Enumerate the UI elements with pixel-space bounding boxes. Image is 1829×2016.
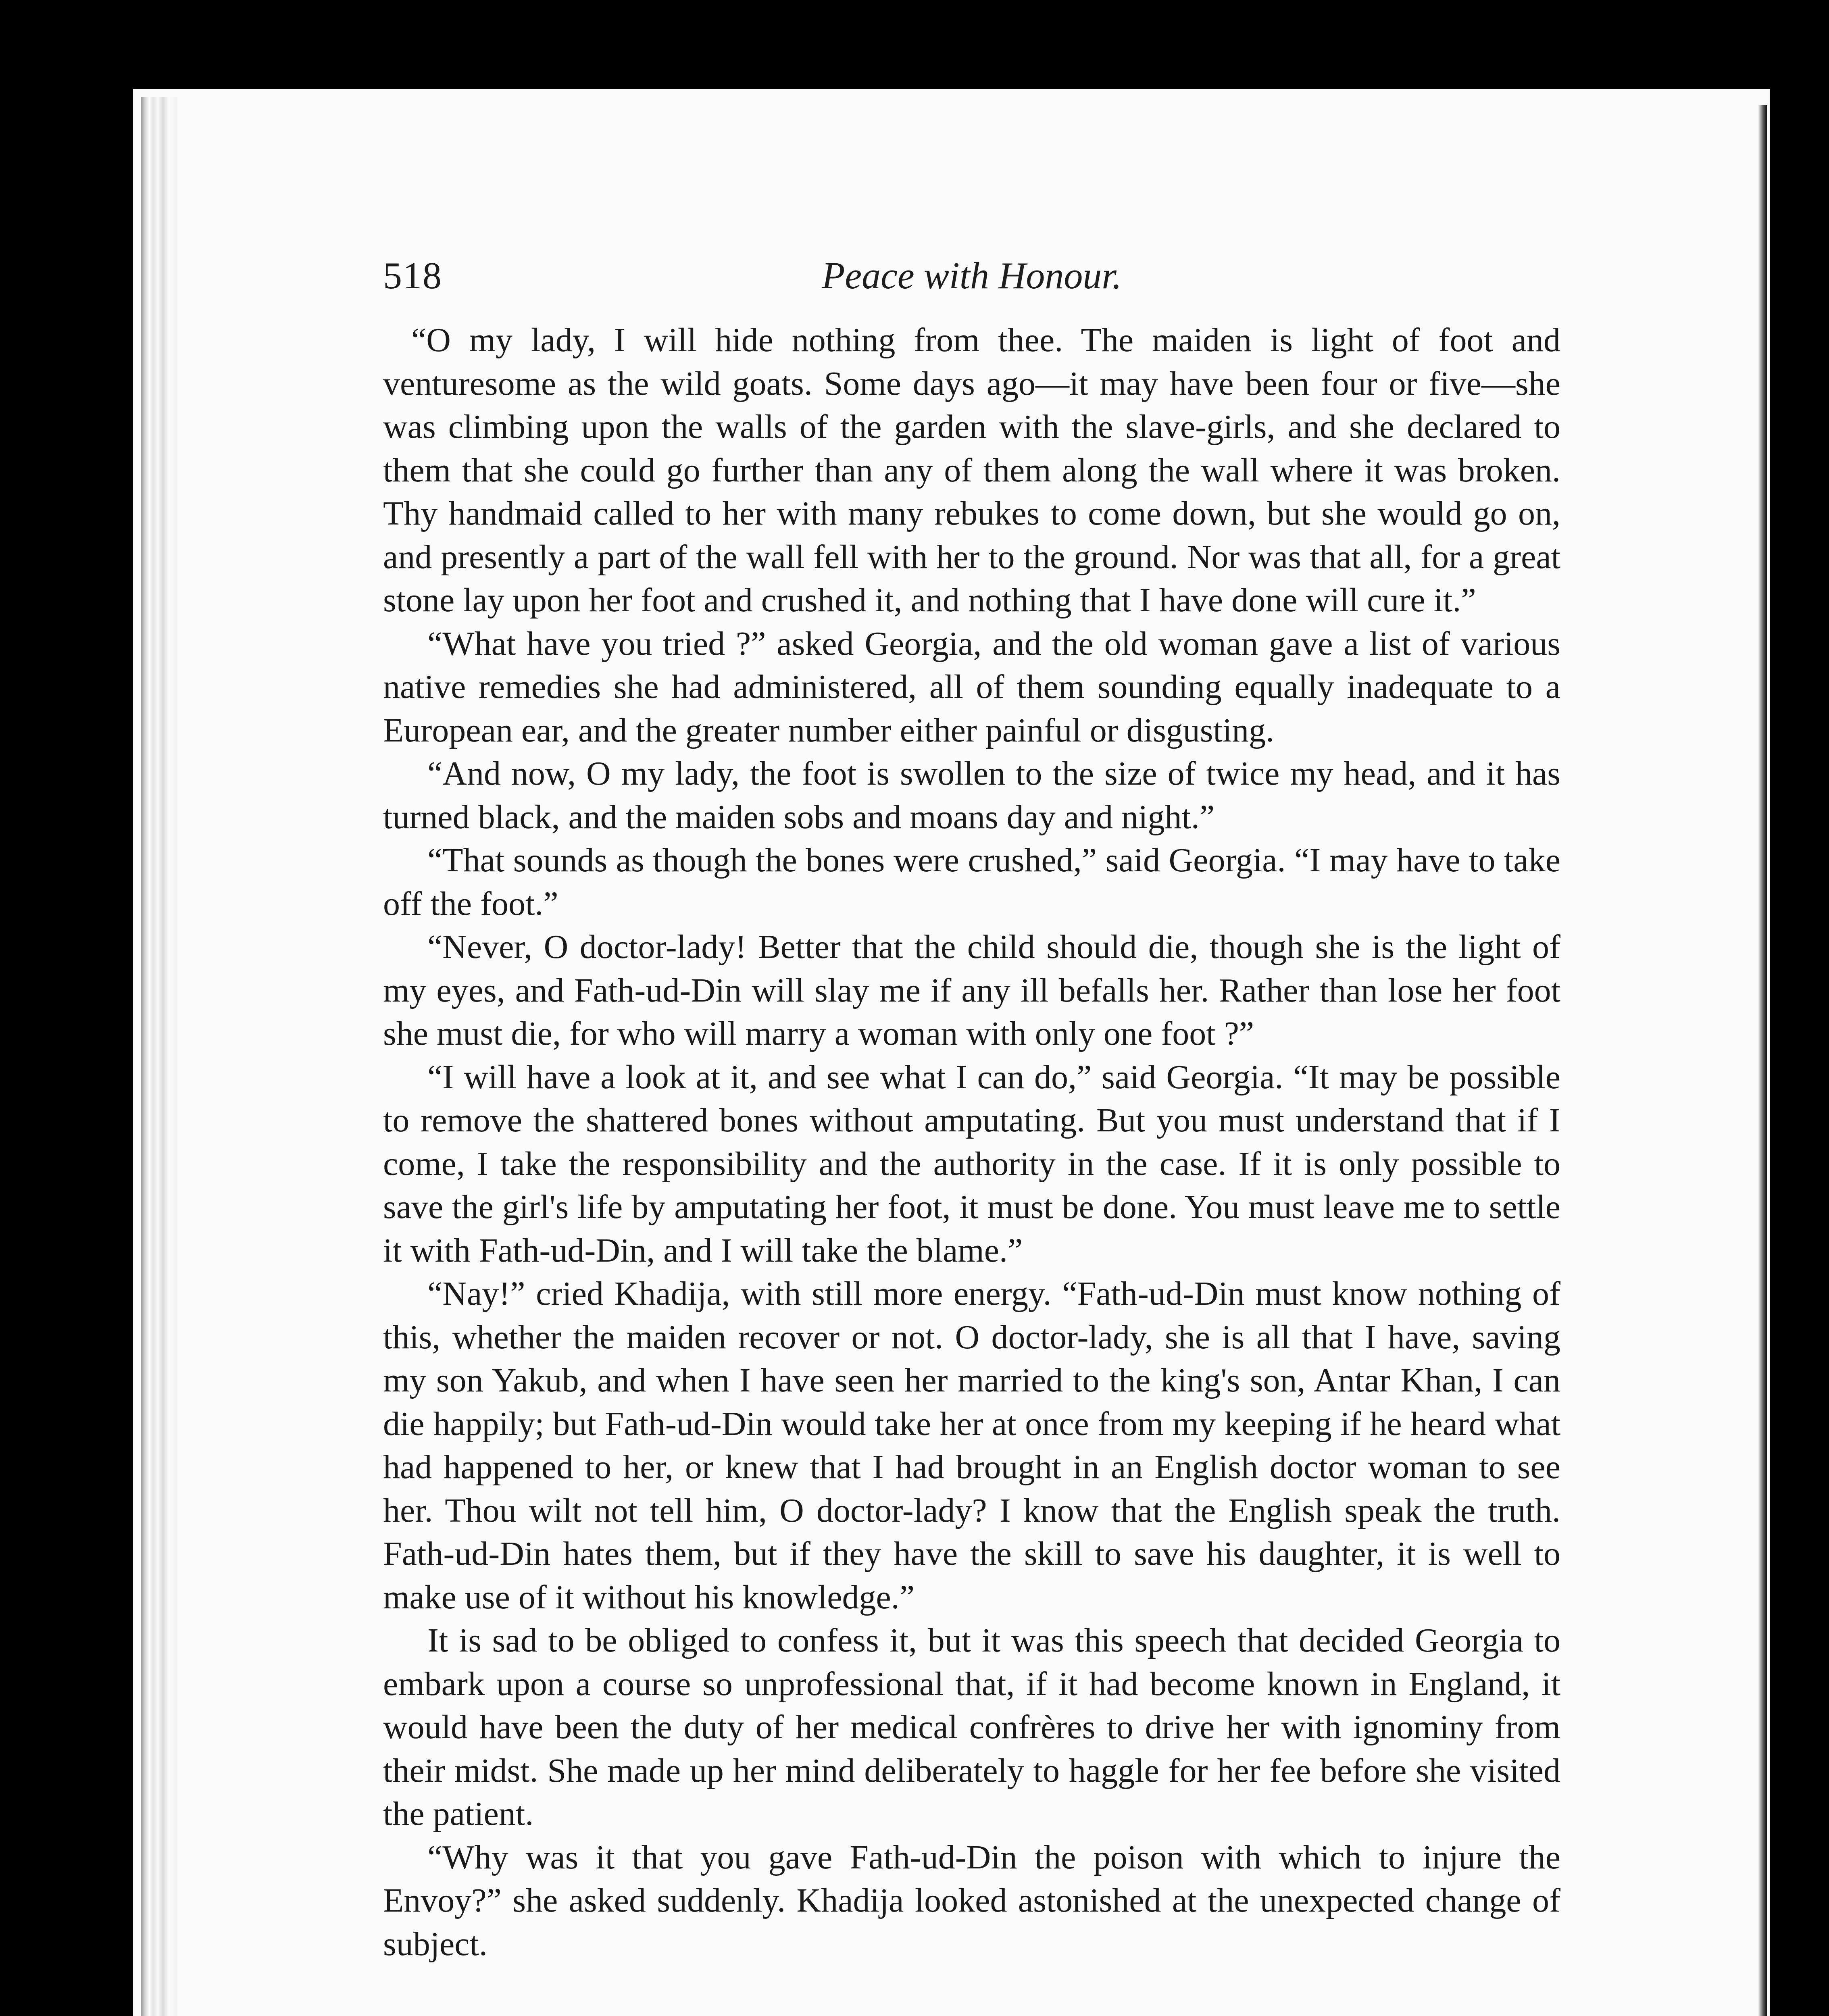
page-gutter <box>141 97 177 2016</box>
page-header <box>383 254 1560 314</box>
body-text <box>383 319 1560 1966</box>
paragraph: “That sounds as though the bones were crushed,” said Georgia. “I may have to take off the foot.” <box>383 841 1560 923</box>
paragraph: “O my lady, I will hide nothing from thee. The maiden is light of foot and venturesome as the wild goats. Some days ago—it may have been four or five—she was climbing upon the walls of the garden with the slave-girls, and she declared to them that she could go further than any of them along the wall where it was broken. Thy handmaid called to her with many rebukes to come down, but she would go on, and presently a part of the wall fell with her to the ground. Nor was that all, for a great stone lay upon her foot and crushed it, and nothing that I have done will cure it.” <box>383 321 1560 619</box>
right-margin-background <box>1770 89 1829 2016</box>
paragraph: “Never, O doctor-lady! Better that the child should die, though she is the light of my eyes, and Fath-ud-Din will slay me if any ill befalls her. Rather than lose her foot she must die, for who will marry a woman with only one foot ?” <box>383 928 1560 1052</box>
paragraph: “Nay!” cried Khadija, with still more energy. “Fath-ud-Din must know nothing of this, whether the maiden recover or not. O doctor-lady, she is all that I have, saving my son Yakub, and when I have seen her married to the king's son, Antar Khan, I can die happily; but Fath-ud-Din would take her at once from my keeping if he heard what had happened to her, or knew that I had brought in an English doctor woman to see her. Thou wilt not tell him, O doctor-lady? I know that the English speak the truth. Fath-ud-Din hates them, but if they have the skill to save his daughter, it is well to make use of it without his knowledge.” <box>383 1275 1560 1616</box>
paragraph: “Why was it that you gave Fath-ud-Din the poison with which to injure the Envoy?” she asked suddenly. Khadija looked astonished at the unexpected change of subject. <box>383 1838 1560 1963</box>
running-title: Peace with Honour. <box>821 255 1122 297</box>
right-page-edge <box>1758 105 1767 2016</box>
paragraph: “What have you tried ?” asked Georgia, and the old woman gave a list of various native remedies she had administered, all of them sounding equally inadequate to a European ear, and the greater number either painful or disgusting. <box>383 625 1560 749</box>
page-number: 518 <box>383 255 442 297</box>
paragraph: “And now, O my lady, the foot is swollen to the size of twice my head, and it has turned black, and the maiden sobs and moans day and night.” <box>383 755 1560 836</box>
paragraph: “I will have a look at it, and see what I can do,” said Georgia. “It may be possible to remove the shattered bones without amputating. But you must understand that if I come, I take the responsibility and the authority in the case. If it is only possible to save the girl's life by amputating her foot, it must be done. You must leave me to settle it with Fath-ud-Din, and I will take the blame.” <box>383 1058 1560 1269</box>
paragraph: It is sad to be obliged to confess it, but it was this speech that decided Georgia to embark upon a course so unprofessional that, if it had become known in England, it would have been the duty of her medical confrères to drive her with ignominy from their midst. She made up her mind deliberately to haggle for her fee before she visited the patient. <box>383 1622 1560 1833</box>
